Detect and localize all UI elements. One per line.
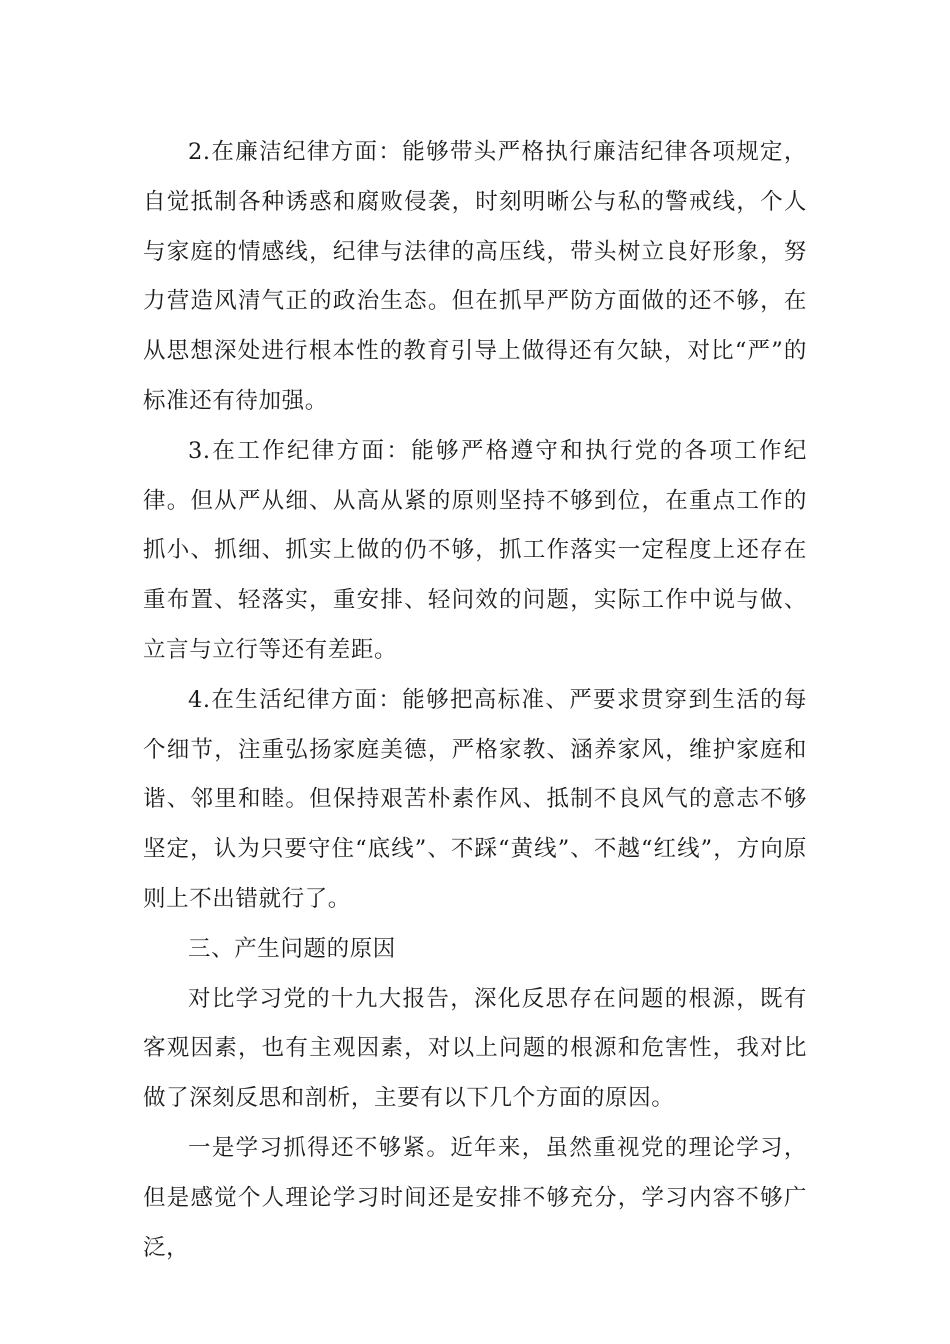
paragraph-cause-one: 一是学习抓得还不够紧。近年来，虽然重视党的理论学习，但是感觉个人理论学习时间还是安排不够充分，学习内容不够广泛， <box>143 1134 807 1261</box>
paragraph-life-discipline: 4.在生活纪律方面：能够把高标准、严要求贯穿到生活的每个细节，注重弘扬家庭美德，严格家教、涵养家风，维护家庭和谐、邻里和睦。但保持艰苦朴素作风、抵制不良风气的意志不够坚定，认为只要守住“底线”、不踩“黄线”、不越“红线”，方向原则上不出错就行了。 <box>143 686 807 912</box>
document-page <box>143 128 807 1273</box>
paragraph-integrity-discipline: 2.在廉洁纪律方面：能够带头严格执行廉洁纪律各项规定，自觉抵制各种诱惑和腐败侵袭，时刻明晰公与私的警戒线，个人与家庭的情感线，纪律与法律的高压线，带头树立良好形象，努力营造风清气正的政治生态。但在抓早严防方面做的还不够，在从思想深处进行根本性的教育引导上做得还有欠缺，对比“严”的标准还有待加强。 <box>143 139 807 414</box>
paragraph-work-discipline: 3.在工作纪律方面：能够严格遵守和执行党的各项工作纪律。但从严从细、从高从紧的原则坚持不够到位，在重点工作的抓小、抓细、抓实上做的仍不够，抓工作落实一定程度上还存在重布置、轻落实，重安排、轻问效的问题，实际工作中说与做、立言与立行等还有差距。 <box>143 437 807 663</box>
paragraph-causes-intro: 对比学习党的十九大报告，深化反思存在问题的根源，既有客观因素，也有主观因素，对以上问题的根源和危害性，我对比做了深刻反思和剖析，主要有以下几个方面的原因。 <box>143 985 807 1112</box>
section-heading-causes: 三、产生问题的原因 <box>188 935 396 962</box>
